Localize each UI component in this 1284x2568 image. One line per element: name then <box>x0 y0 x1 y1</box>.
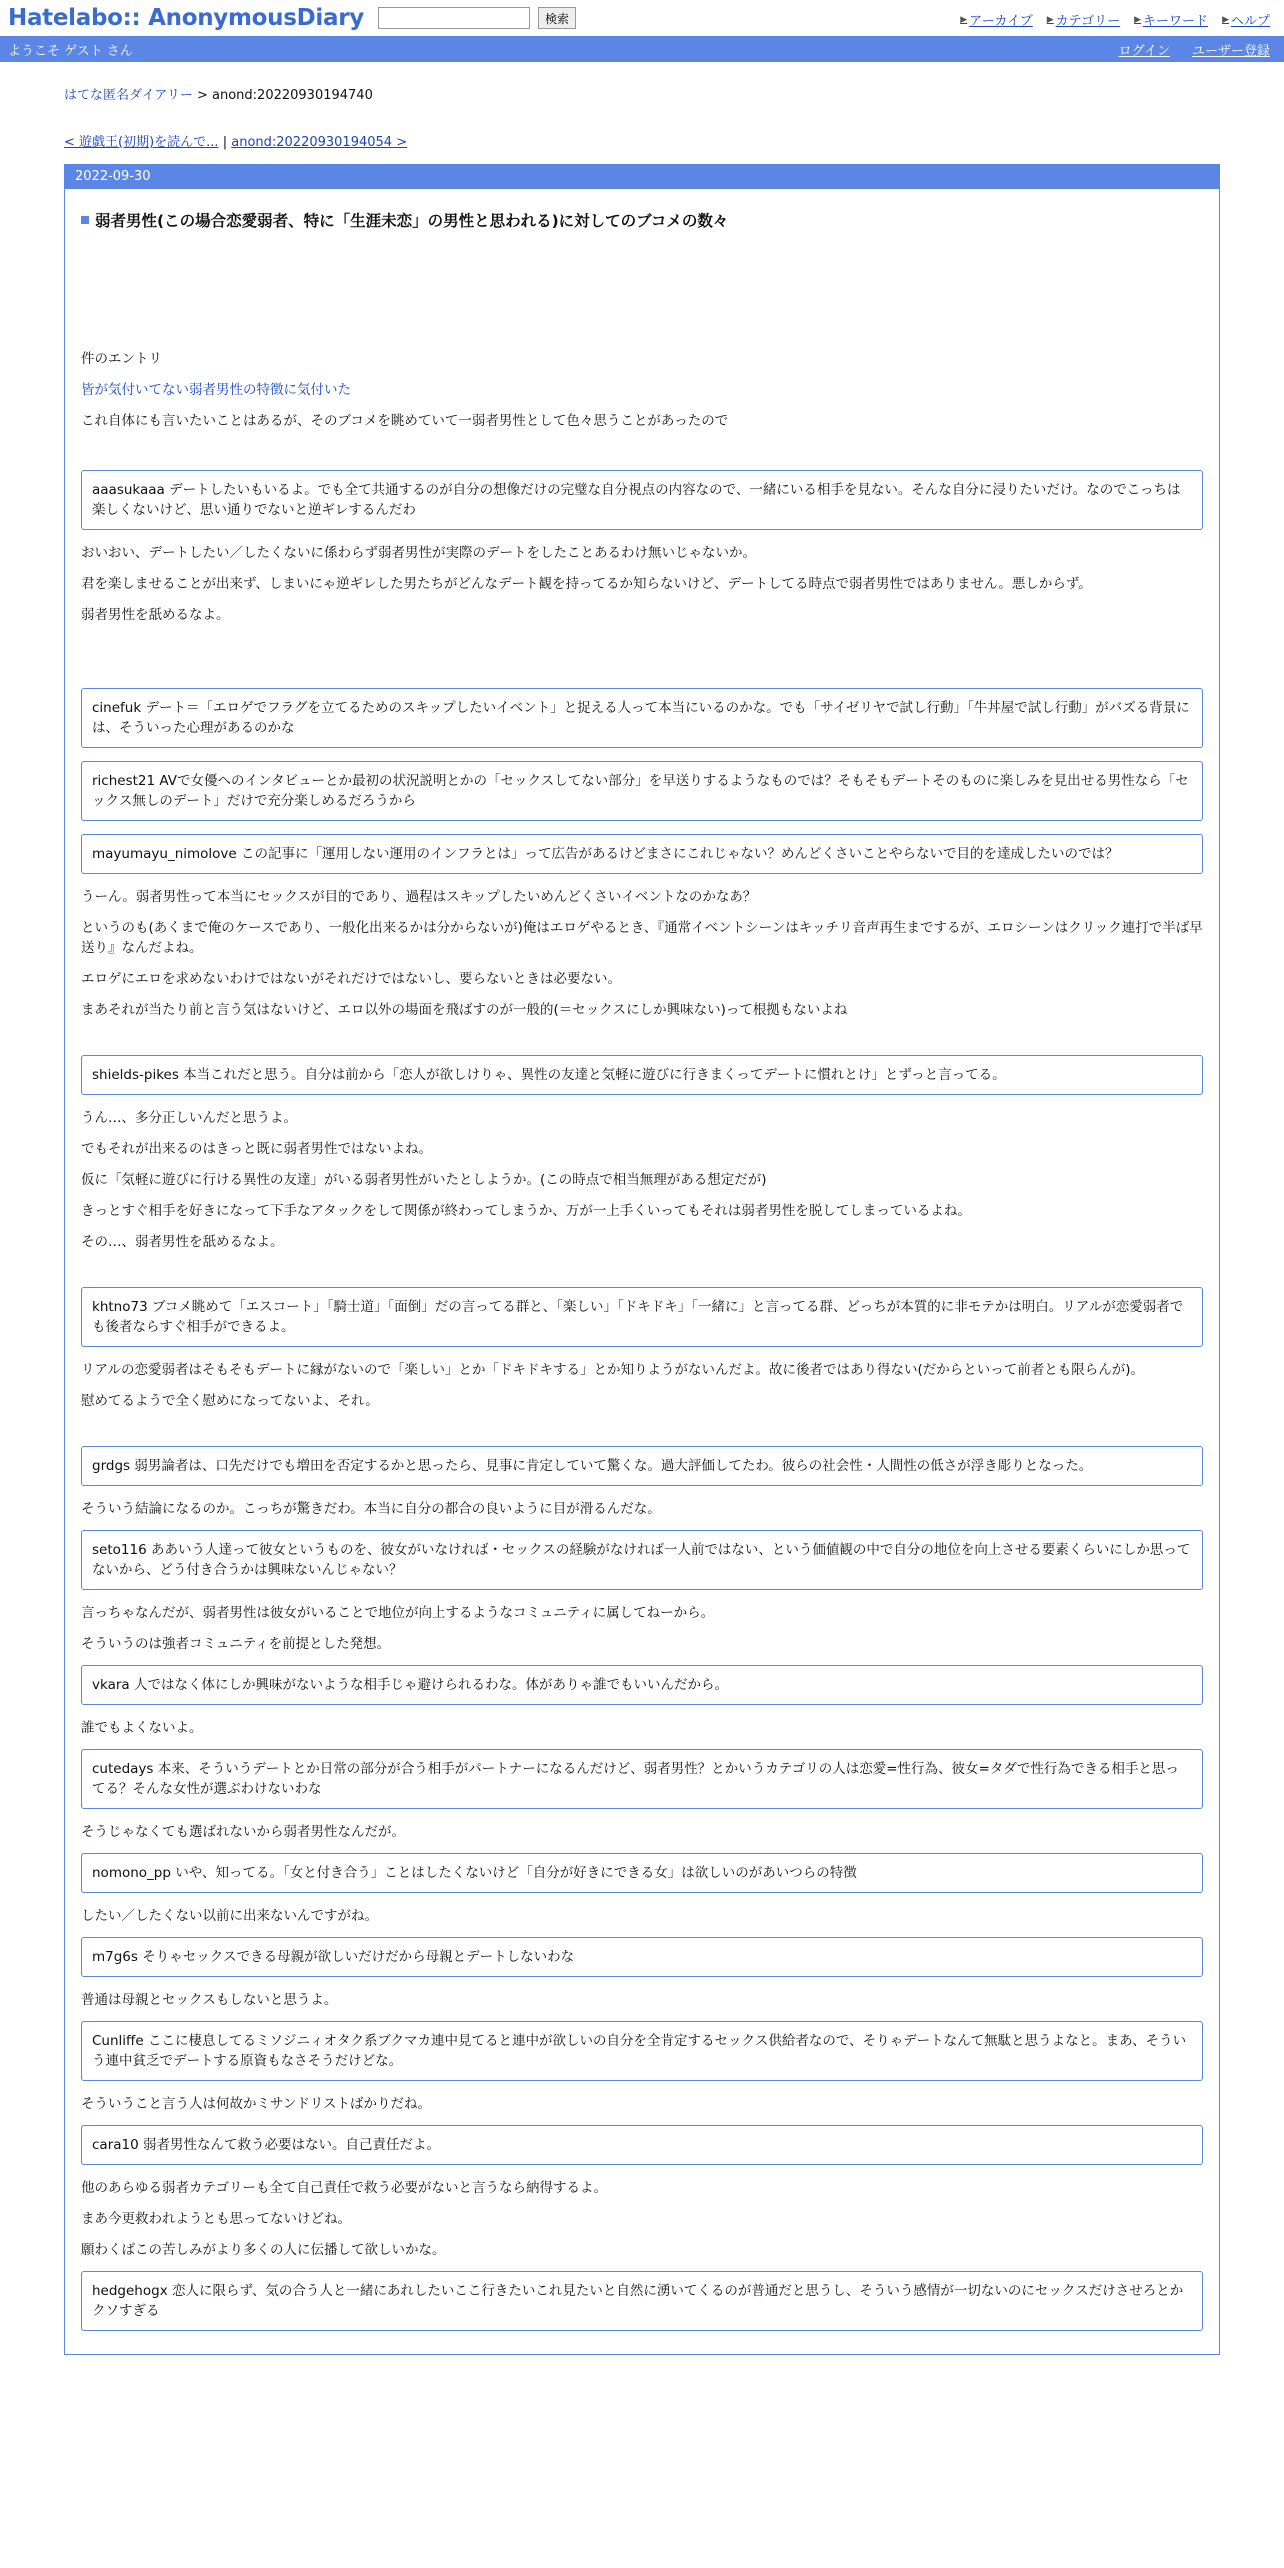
paragraph: 他のあらゆる弱者カテゴリーも全て自己責任で救う必要がないと言うなら納得するよ。 <box>81 2180 607 2196</box>
bookmark-quote: shields-pikes 本当これだと思う。自分は前から「恋人が欲しけりゃ、異性の友達と気軽に遊びに行きまくってデートに慣れとけ」とずっと言ってる。 <box>81 1055 1203 1095</box>
site-logo[interactable]: Hatelabo:: AnonymousDiary <box>8 5 364 31</box>
paragraph: 件のエントリ <box>81 351 162 367</box>
entry-pager: < 遊戯王(初期)を読んで... | anond:20220930194054 > <box>64 135 408 150</box>
paragraph: そういう結論になるのか。こっちが驚きだわ。本当に自分の都合の良いように目が滑るんだな。 <box>81 1501 661 1517</box>
bookmark-quote: khtno73 ブコメ眺めて「エスコート」「騎士道」「面倒」だの言ってる群と、「楽しい」「ドキドキ」「一緒に」と言ってる群、どっちが本質的に非モテかは明白。リアルが恋愛弱者でも後者ならすぐ相手ができるよ。 <box>81 1287 1203 1347</box>
breadcrumb-home-link[interactable]: はてな匿名ダイアリー <box>64 88 193 103</box>
paragraph: まあそれが当たり前と言う気はないけど、エロ以外の場面を飛ばすのが一般的(＝セックスにしか興味ない)って根拠もないよね <box>81 1002 848 1018</box>
paragraph: 言っちゃなんだが、弱者男性は彼女がいることで地位が向上するようなコミュニティに属してねーから。 <box>81 1605 715 1621</box>
paragraph: そういうのは強者コミュニティを前提とした発想。 <box>81 1636 391 1652</box>
bookmark-quote: mayumayu_nimolove この記事に「運用しない運用のインフラとは」って広告があるけどまさにこれじゃない？めんどくさいことやらないで目的を達成したいのでは？ <box>81 834 1203 874</box>
day-date[interactable]: 2022-09-30 <box>65 165 1219 189</box>
bookmark-quote: vkara 人ではなく体にしか興味がないような相手じゃ避けられるわな。体がありゃ誰でもいいんだから。 <box>81 1665 1203 1705</box>
nav-archive[interactable]: ▶ アーカイブ <box>960 14 1033 29</box>
diary-day <box>64 164 1220 2355</box>
next-entry-link[interactable]: anond:20220930194054 > <box>231 135 408 150</box>
welcome-text: ようこそ ゲスト さん <box>8 43 133 59</box>
bookmark-quote: richest21 AVで女優へのインタビューとか最初の状況説明とかの「セックスしてない部分」を早送りするようなものでは？そもそもデートそのものに楽しみを見出せる男性なら「セックス無しのデート」だけで充分楽しめるだろうから <box>81 761 1203 821</box>
triangle-right-icon: ▶ <box>1222 14 1229 25</box>
paragraph <box>81 380 1203 400</box>
login-link[interactable]: ログイン <box>1118 43 1170 59</box>
top-header <box>0 0 1284 36</box>
triangle-right-icon: ▶ <box>1134 14 1142 25</box>
paragraph: というのも(あくまで俺のケースであり、一般化出来るかは分からないが)俺はエロゲやるとき、『通常イベントシーンはキッチリ音声再生までするが、エロシーンはクリック連打で半ば早送り』なんだよね。 <box>81 920 1203 956</box>
triangle-right-icon: ▶ <box>1046 14 1054 25</box>
entry-body <box>65 189 1219 2354</box>
paragraph: リアルの恋愛弱者はそもそもデートに縁がないので「楽しい」とか「ドキドキする」とか知りようがないんだよ。故に後者ではあり得ない(だからといって前者とも限らんが)。 <box>81 1362 1144 1378</box>
user-bar <box>0 36 1284 62</box>
paragraph: したい／したくない以前に出来ないんですがね。 <box>81 1908 378 1924</box>
paragraph: そうじゃなくても選ばれないから弱者男性なんだが。 <box>81 1824 405 1840</box>
nav-help[interactable]: ▶ ヘルプ <box>1222 14 1270 29</box>
bookmark-quote: hedgehogx 恋人に限らず、気の合う人と一緒にあれしたいここ行きたいこれ見たいと自然に湧いてくるのが普通だと思うし、そういう感情が一切ないのにセックスだけさせろとかクソすぎる <box>81 2271 1203 2331</box>
source-entry-link[interactable]: 皆が気付いてない弱者男性の特徴に気付いた <box>81 382 351 398</box>
search-button[interactable]: 検索 <box>538 7 576 29</box>
bookmark-quote: grdgs 弱男論者は、口先だけでも増田を否定するかと思ったら、見事に肯定していて驚くな。過大評価してたわ。彼らの社会性・人間性の低さが浮き彫りとなった。 <box>81 1446 1203 1486</box>
nav-keyword[interactable]: ▶ キーワード <box>1134 14 1209 29</box>
paragraph: そういうこと言う人は何故かミサンドリストばかりだね。 <box>81 2096 432 2112</box>
paragraph: まあ今更救われようとも思ってないけどね。 <box>81 2211 351 2227</box>
paragraph: 願わくばこの苦しみがより多くの人に伝播して欲しいかな。 <box>81 2242 446 2258</box>
bookmark-quote: nomono_pp いや、知ってる。「女と付き合う」ことはしたくないけど「自分が好きにできる女」は欲しいのがあいつらの特徴 <box>81 1853 1203 1893</box>
entry-title: 弱者男性(この場合恋愛弱者、特に「生涯未恋」の男性と思われる)に対してのブコメの数々 <box>81 209 1203 231</box>
paragraph: 君を楽しませることが出来ず、しまいにゃ逆ギレした男たちがどんなデート観を持ってるか知らないけど、デートしてる時点で弱者男性ではありません。悪しからず。 <box>81 576 1092 592</box>
paragraph: その…、弱者男性を舐めるなよ。 <box>81 1234 284 1250</box>
paragraph: 誰でもよくないよ。 <box>81 1720 203 1736</box>
paragraph: 仮に「気軽に遊びに行ける異性の友達」がいる弱者男性がいたとしようか。(この時点で相当無理がある想定だが) <box>81 1172 767 1188</box>
paragraph: 慰めてるようで全く慰めになってないよ、それ。 <box>81 1393 379 1409</box>
paragraph: エロゲにエロを求めないわけではないがそれだけではないし、要らないときは必要ない。 <box>81 971 621 987</box>
paragraph: うん…、多分正しいんだと思うよ。 <box>81 1110 297 1126</box>
top-nav <box>960 10 1270 29</box>
register-link[interactable]: ユーザー登録 <box>1191 43 1270 59</box>
triangle-right-icon: ▶ <box>960 14 968 25</box>
bookmark-quote: Cunliffe ここに棲息してるミソジニィオタク系ブクマカ連中見てると連中が欲しいの自分を全肯定するセックス供給者なので、そりゃデートなんて無駄と思うよなと。まあ、そういう連中貧乏でデートする原資もなさそうだけどな。 <box>81 2021 1203 2081</box>
square-bullet-icon[interactable] <box>81 216 89 224</box>
bookmark-quote: m7g6s そりゃセックスできる母親が欲しいだけだから母親とデートしないわな <box>81 1937 1203 1977</box>
paragraph: これ自体にも言いたいことはあるが、そのブコメを眺めていて一弱者男性として色々思うことがあったので <box>81 413 729 429</box>
bookmark-quote: seto116 ああいう人達って彼女というものを、彼女がいなければ・セックスの経験がなければ一人前ではない、という価値観の中で自分の地位を向上させる要素くらいにしか思ってないから、どう付き合うかは興味ないんじゃない？ <box>81 1530 1203 1590</box>
breadcrumb-current: anond:20220930194740 <box>212 88 373 103</box>
paragraph: うーん。弱者男性って本当にセックスが目的であり、過程はスキップしたいめんどくさいイベントなのかなあ？ <box>81 889 757 905</box>
bookmark-quote: cinefuk デート＝「エロゲでフラグを立てるためのスキップしたいイベント」と捉える人って本当にいるのかな。でも「サイゼリヤで試し行動」「牛丼屋で試し行動」がバズる背景には、そういった心理があるのかな <box>81 688 1203 748</box>
paragraph: 普通は母親とセックスもしないと思うよ。 <box>81 1992 338 2008</box>
paragraph: 弱者男性を舐めるなよ。 <box>81 607 230 623</box>
bookmark-quote: cara10 弱者男性なんて救う必要はない。自己責任だよ。 <box>81 2125 1203 2165</box>
paragraph: でもそれが出来るのはきっと既に弱者男性ではないよね。 <box>81 1141 432 1157</box>
breadcrumb: はてな匿名ダイアリー > anond:20220930194740 <box>64 88 373 103</box>
paragraph: きっとすぐ相手を好きになって下手なアタックをして関係が終わってしまうか、万が一上手くいってもそれは弱者男性を脱してしまっているよね。 <box>81 1203 971 1219</box>
paragraph: おいおい、デートしたい／したくないに係わらず弱者男性が実際のデートをしたことあるわけ無いじゃないか。 <box>81 545 756 561</box>
search-input[interactable] <box>378 7 530 29</box>
nav-category[interactable]: ▶ カテゴリー <box>1046 14 1121 29</box>
bookmark-quote: aaasukaaa デートしたいもいるよ。でも全て共通するのが自分の想像だけの完璧な自分視点の内容なので、一緒にいる相手を見ない。そんな自分に浸りたいだけ。なのでこっちは楽しくないけど、思い通りでないと逆ギレするんだわ <box>81 470 1203 530</box>
prev-entry-link[interactable]: < 遊戯王(初期)を読んで... <box>64 135 219 150</box>
bookmark-quote: cutedays 本来、そういうデートとか日常の部分が合う相手がパートナーになるんだけど、弱者男性？とかいうカテゴリの人は恋愛=性行為、彼女=タダで性行為できる相手と思ってる？そんな女性が選ぶわけないわな <box>81 1749 1203 1809</box>
